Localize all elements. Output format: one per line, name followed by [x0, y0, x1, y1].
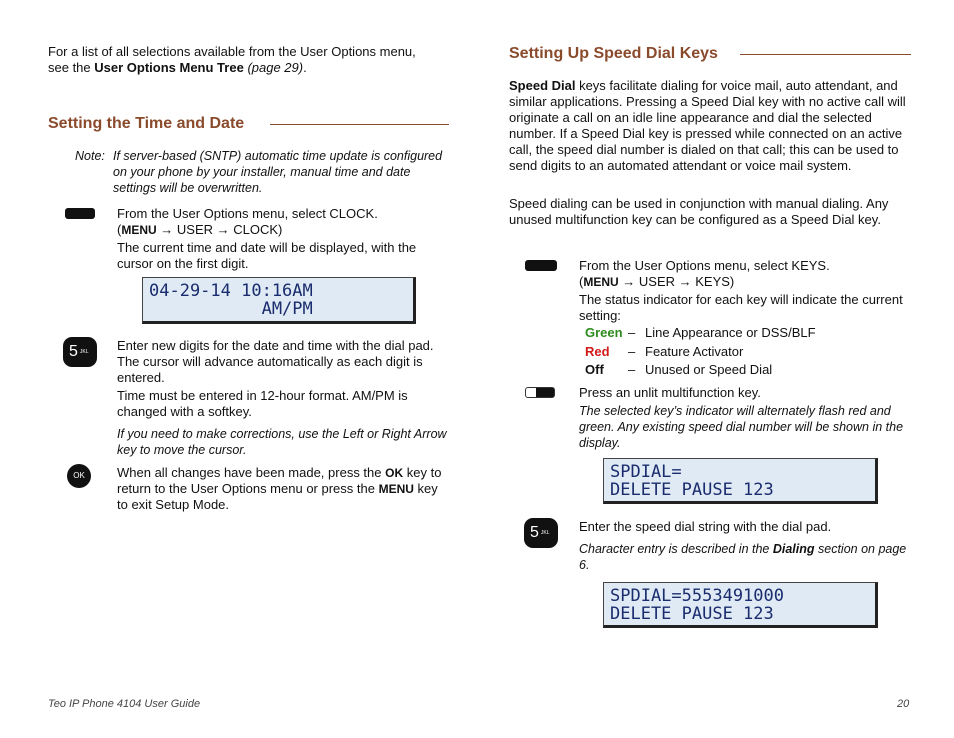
path-rest-r: → USER → KEYS)	[618, 274, 735, 289]
ok-label: OK	[73, 471, 85, 480]
para1-rest: keys facilitate dialing for voice mail, auto attendant, and similar applications. Pressing a Speed Dial key with no active call will originate a call on an idle line appearance and dial the selected number. If a Speed Dial key is pressed while connected on an active call, the speed dial number is dialed on that call; this can be used to send digits to an automated attendant or voice mail system.	[509, 78, 906, 173]
lcd-line-2: DELETE PAUSE 123	[610, 604, 774, 624]
path-rest: → USER → CLOCK)	[156, 222, 283, 237]
lcd-line-1: SPDIAL=	[610, 462, 682, 482]
heading-rule	[270, 124, 449, 125]
keys-step-3-note	[579, 541, 909, 573]
clock-step-1-text: From the User Options menu, select CLOCK.	[117, 206, 378, 221]
spdial-lcd-display-filled	[603, 582, 878, 628]
digit-label: 5	[69, 343, 78, 361]
page-number: 20	[897, 698, 910, 710]
legend-row-green	[585, 325, 905, 344]
dial-pad-5-icon-right	[524, 518, 558, 548]
note-post: section on page 6.	[579, 542, 907, 572]
keys-step-2-note: The selected key’s indicator will alternately flash red and green. Any existing speed dial number will be shown in the display.	[579, 404, 904, 450]
keys-step-1-text: From the User Options menu, select KEYS.	[579, 258, 830, 273]
keys-step-1-text2: The status indicator for each key will indicate the current setting:	[579, 292, 903, 323]
digit-sub: JKL	[79, 349, 89, 355]
step3-menu: MENU	[378, 482, 414, 496]
note-text: If server-based (SNTP) automatic time update is configured on your phone by your installer, manual time and date settings will be overwritten.	[113, 149, 443, 195]
step3-ok: OK	[385, 466, 404, 480]
para1-bold: Speed Dial	[509, 78, 576, 93]
page-reference: (page 29)	[247, 60, 304, 75]
clock-step-2-text: Enter new digits for the date and time with the dial pad. The cursor will advance automatically as each digit is entered.	[117, 338, 434, 385]
legend-name: Red	[585, 344, 610, 359]
intro-paragraph	[48, 44, 428, 76]
step3-pre: When all changes have been made, press the	[117, 465, 386, 480]
legend-name: Green	[585, 325, 623, 340]
note-pre: Character entry is described in the	[579, 542, 773, 556]
menu-tree-reference[interactable]: User Options Menu Tree	[94, 60, 244, 75]
legend-dash: –	[628, 362, 636, 377]
status-legend	[585, 325, 905, 380]
clock-step-1	[117, 206, 452, 272]
intro-period: .	[303, 60, 307, 75]
legend-row-red	[585, 344, 905, 362]
dialing-reference[interactable]: Dialing	[772, 542, 815, 556]
clock-lcd-display	[142, 277, 416, 324]
path-menu-r: MENU	[583, 275, 619, 289]
lcd-line-2: AM/PM	[149, 299, 313, 319]
step3-post: key to exit Setup Mode.	[117, 481, 438, 512]
menu-key-icon-right	[525, 260, 557, 271]
note-label: Note:	[75, 149, 105, 163]
spdial-lcd-display-empty	[603, 458, 878, 504]
ok-key-icon	[67, 464, 91, 488]
legend-desc: Feature Activator	[645, 344, 744, 359]
legend-dash: –	[628, 344, 636, 359]
speed-dial-para-2: Speed dialing can be used in conjunction with manual dialing. Any unused multifunction key can be configured as a Speed Dial key.	[509, 196, 889, 227]
clock-step-1-text2: The current time and date will be displayed, with the cursor on the first digit.	[117, 240, 417, 271]
keys-step-2-text: Press an unlit multifunction key.	[579, 385, 761, 400]
digit-label: 5	[530, 524, 539, 542]
clock-step-2-text2: Time must be entered in 12-hour format. AM/PM is changed with a softkey.	[117, 388, 408, 419]
keys-step-2	[579, 385, 909, 451]
clock-step-2	[117, 338, 447, 458]
keys-step-3	[579, 519, 909, 573]
step3-mid: key to return to the User Options menu or press the	[117, 465, 442, 496]
path-menu: MENU	[121, 223, 157, 237]
lcd-line-2: DELETE PAUSE 123	[610, 480, 774, 500]
legend-desc: Line Appearance or DSS/BLF	[645, 325, 816, 340]
heading-rule-right	[740, 54, 911, 55]
keys-menu-path	[579, 274, 909, 290]
legend-name: Off	[585, 362, 604, 377]
time-date-heading: Setting the Time and Date	[48, 115, 245, 132]
path-open-r: (	[579, 274, 584, 289]
lcd-line-1: SPDIAL=5553491000	[610, 586, 784, 606]
keys-step-1	[579, 258, 909, 324]
menu-key-icon	[65, 208, 95, 219]
clock-step-2-note: If you need to make corrections, use the Left or Right Arrow key to move the cursor.	[117, 427, 447, 457]
digit-sub: JKL	[540, 530, 550, 536]
speed-dial-para-1	[509, 78, 911, 174]
footer-title: Teo IP Phone 4104 User Guide	[48, 698, 201, 710]
dial-pad-5-icon	[63, 337, 97, 367]
legend-row-off	[585, 362, 905, 380]
legend-dash: –	[628, 325, 636, 340]
speed-dial-heading: Setting Up Speed Dial Keys	[509, 45, 718, 62]
multifunction-key-icon	[525, 387, 555, 398]
clock-step-3	[117, 465, 452, 513]
keys-step-3-text: Enter the speed dial string with the dial pad.	[579, 519, 832, 534]
lcd-line-1: 04-29-14 10:16AM	[149, 281, 313, 301]
legend-desc: Unused or Speed Dial	[645, 362, 773, 377]
clock-menu-path	[117, 222, 452, 238]
intro-text: For a list of all selections available from the User Options menu, see the	[48, 44, 416, 75]
path-open: (	[117, 222, 122, 237]
